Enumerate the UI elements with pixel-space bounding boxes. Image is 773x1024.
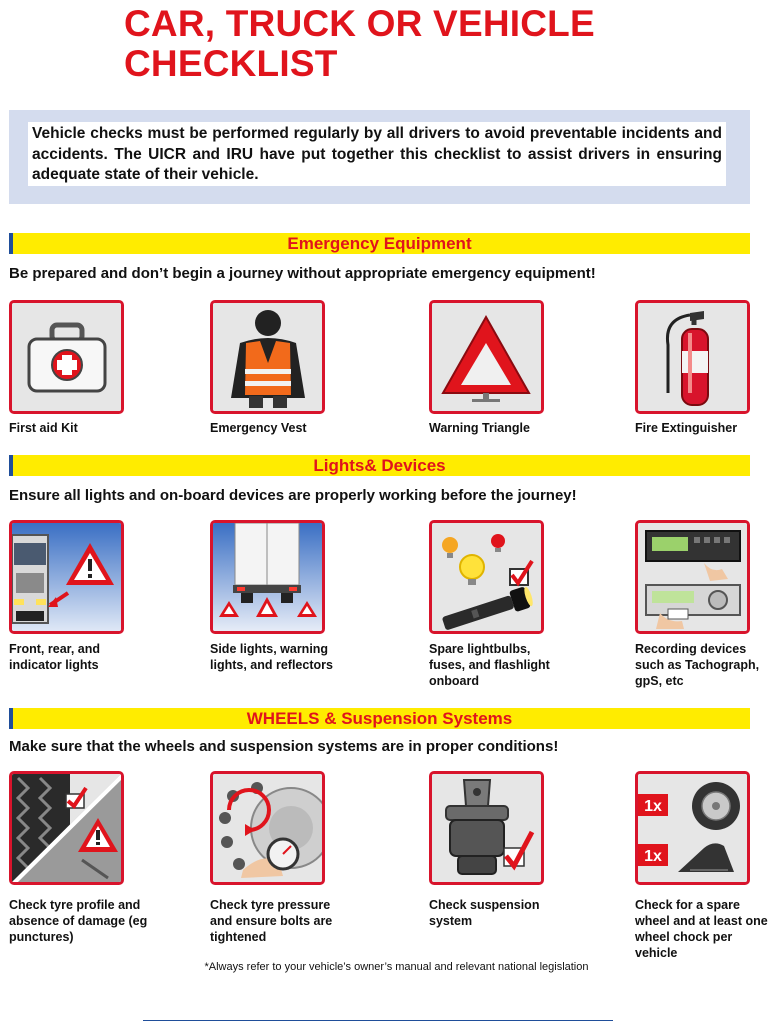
caption: Recording devices such as Tachograph, gpS, etc [635, 642, 760, 688]
section-subtitle: Be prepared and don’t begin a journey without appropriate emergency equipment! [9, 265, 596, 282]
warning-triangle-icon [432, 303, 541, 411]
lightbulbs-flashlight-icon [432, 523, 541, 631]
caption: Fire Extinguisher [635, 421, 738, 435]
tile-first-aid-kit [9, 300, 124, 414]
tile-tyre-profile [9, 771, 124, 885]
section-header-lights-devices [9, 455, 750, 476]
quantity-label-wheel-chock: 1x [644, 848, 662, 865]
fire-extinguisher-icon [638, 303, 747, 411]
emergency-vest-icon [213, 303, 322, 411]
section-subtitle: Make sure that the wheels and suspension systems are in proper conditions! [9, 738, 559, 755]
caption: Emergency Vest [210, 421, 307, 435]
section-title: WHEELS & Suspension Systems [246, 709, 513, 728]
tile-trailer-lights [210, 520, 325, 634]
tile-fire-extinguisher [635, 300, 750, 414]
section-header-wheels-suspension [9, 708, 750, 729]
trailer-side-lights-icon [213, 523, 322, 631]
footnote: *Always refer to your vehicle’s owner’s manual and relevant national legislation [204, 961, 589, 973]
tile-tachograph [635, 520, 750, 634]
caption: First aid Kit [9, 421, 78, 435]
spare-wheel-chock-icon [638, 774, 747, 882]
intro-text: Vehicle checks must be performed regularly by all drivers to avoid preventable incidents and accidents. The UICR and IRU have put together this checklist to assist drivers in ensuring adequate state of their vehicle. [28, 122, 726, 186]
caption: Front, rear, and indicator lights [9, 642, 100, 672]
first-aid-kit-icon [12, 303, 121, 411]
bottom-divider [143, 1020, 613, 1021]
title-line-2: CHECKLIST [124, 43, 338, 84]
tyre-pressure-icon [213, 774, 322, 882]
tile-suspension [429, 771, 544, 885]
section-header-emergency-equipment [9, 233, 750, 254]
tile-tyre-pressure [210, 771, 325, 885]
page-title [124, 4, 595, 84]
suspension-icon [432, 774, 541, 882]
caption: Check tyre profile and absence of damage (eg punctures) [9, 898, 148, 944]
title-line-1: CAR, TRUCK OR VEHICLE [124, 3, 595, 44]
tile-emergency-vest [210, 300, 325, 414]
section-subtitle: Ensure all lights and on-board devices are properly working before the journey! [9, 487, 577, 504]
caption: Check suspension system [429, 898, 540, 928]
tyre-profile-icon [12, 774, 121, 882]
tile-spare-wheel-chock [635, 771, 750, 885]
tile-warning-triangle [429, 300, 544, 414]
tile-spare-bulbs [429, 520, 544, 634]
quantity-label-spare-wheel: 1x [644, 798, 662, 815]
section-title: Lights& Devices [313, 456, 446, 475]
tile-truck-lights [9, 520, 124, 634]
truck-front-lights-icon [12, 523, 121, 631]
caption: Side lights, warning lights, and reflectors [210, 642, 333, 672]
tachograph-icon [638, 523, 747, 631]
section-title: Emergency Equipment [287, 234, 472, 253]
caption: Spare lightbulbs, fuses, and flashlight onboard [429, 642, 550, 688]
caption: Check for a spare wheel and at least one wheel chock per vehicle [635, 898, 768, 960]
caption: Warning Triangle [429, 421, 530, 435]
caption: Check tyre pressure and ensure bolts are tightened [210, 898, 333, 944]
